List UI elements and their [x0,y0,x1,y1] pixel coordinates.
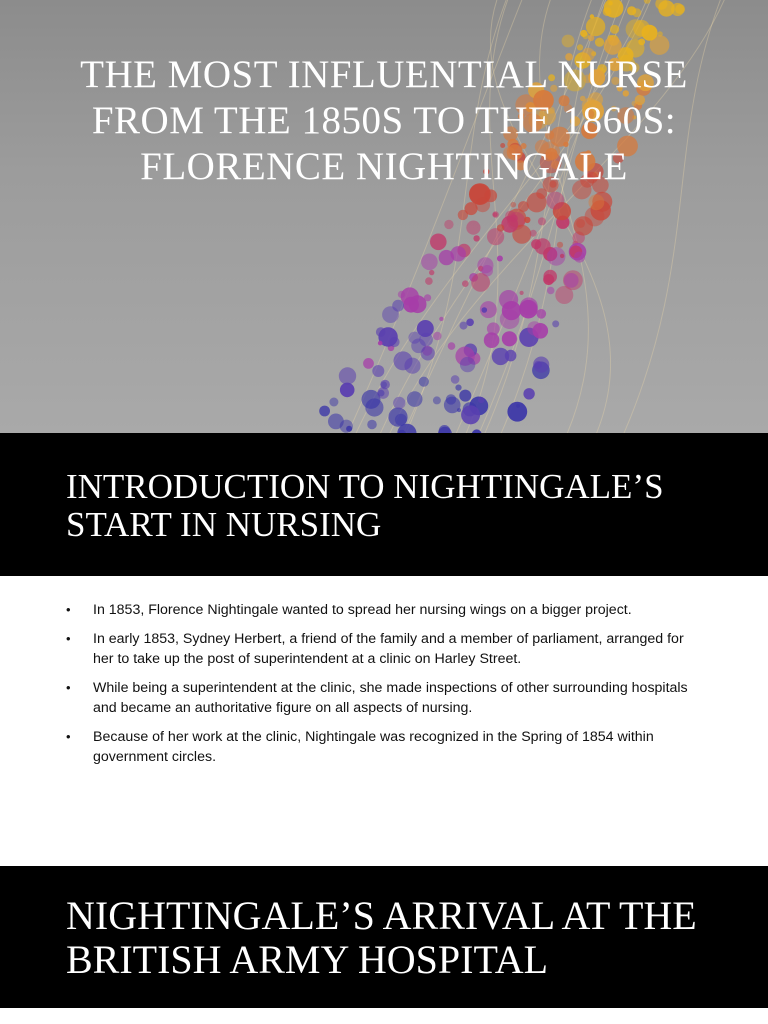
decorative-dot [633,20,650,37]
decorative-dot [372,365,384,377]
decorative-dot [610,25,619,34]
bullet-text: While being a superintendent at the clinic, she made inspections of other surrounding hospitals and became an authoritative figure on all aspects of nursing. [93,680,688,716]
decorative-dot [505,211,516,222]
bullet-item [66,600,706,620]
bullet-text: Because of her work at the clinic, Nightingale was recognized in the Spring of 1854 within government circles. [93,729,654,765]
decorative-dot [377,387,389,399]
decorative-dot [393,397,405,409]
decorative-dot [564,273,579,288]
decorative-dot [433,332,442,341]
decorative-dot [535,238,551,254]
decorative-dot [537,309,547,319]
decorative-dot [429,270,434,275]
decorative-dot [444,220,453,229]
decorative-dot [627,6,636,15]
bullet-item [66,727,706,767]
decorative-dot [461,405,480,424]
decorative-dot [518,201,529,212]
decorative-dot [376,327,386,337]
decorative-dot [340,383,355,398]
decorative-dot [675,4,685,14]
decorative-dot [507,402,527,422]
decorative-dot [401,287,419,305]
bullet-text: In 1853, Florence Nightingale wanted to spread her nursing wings on a bigger project. [93,602,632,618]
bullet-item [66,678,706,718]
decorative-dot [497,224,504,231]
bullet-dot: • [66,602,71,617]
decorative-dot [523,388,534,399]
decorative-dot [658,0,674,16]
intro-slide-header [0,433,768,576]
decorative-dot [502,331,517,346]
bullet-text: In early 1853, Sydney Herbert, a friend of the family and a member of parliament, arranged for her to take up the post of superintendent at a clinic on Harley Street. [93,631,684,667]
title-slide [0,0,768,433]
decorative-dot [457,408,461,412]
decorative-dot [460,322,468,330]
decorative-dot [439,425,451,433]
decorative-dot [482,307,488,313]
decorative-dot [455,385,461,391]
decorative-dot [524,217,530,223]
decorative-dot [546,192,564,210]
decorative-dot [451,375,460,384]
bullet-dot: • [66,729,71,744]
decorative-dot [478,397,484,403]
decorative-dot [378,341,383,346]
decorative-dot [407,391,423,407]
decorative-dot [538,217,546,225]
decorative-dot [339,367,356,384]
decorative-dot [451,246,466,261]
decorative-dot [497,256,503,262]
decorative-dot [505,350,517,362]
decorative-dot [340,420,353,433]
decorative-dot [475,197,490,212]
decorative-dot [421,253,438,270]
decorative-dot [576,219,585,228]
decorative-dot [419,377,429,387]
decorative-dot [608,1,613,6]
decorative-dot [448,342,456,350]
arrival-slide-header [0,866,768,1024]
bullet-item [66,629,706,669]
decorative-dot [520,297,538,315]
decorative-dot [392,300,404,312]
decorative-dot [595,38,604,47]
decorative-dot [460,357,475,372]
decorative-dot [580,30,587,37]
decorative-dot [530,230,537,237]
decorative-dot [433,396,441,404]
page-bottom-gap [0,1008,768,1024]
decorative-dot [425,277,433,285]
bullet-list [66,600,706,776]
bullet-dot: • [66,680,71,695]
decorative-dot [562,35,575,48]
decorative-dot [319,406,330,417]
intro-slide-body [0,576,768,866]
decorative-dot [404,358,420,374]
decorative-dot [574,252,585,263]
decorative-dot [492,211,499,218]
decorative-dot [543,270,557,284]
decorative-dot [534,361,542,369]
decorative-dot [466,221,480,235]
arrival-heading: NIGHTINGALE’S ARRIVAL AT THE BRITISH ARMY HOSPITAL [66,893,697,982]
slide-title: THE MOST INFLUENTIAL NURSE FROM THE 1850S TO THE 1860S: FLORENCE NIGHTINGALE [80,53,688,188]
decorative-dot [520,291,524,295]
decorative-dot [511,202,517,208]
decorative-dot [473,235,479,241]
decorative-dot [419,333,433,347]
decorative-dot [367,420,377,430]
decorative-dot [439,317,443,321]
decorative-dot [557,242,563,248]
decorative-dot [471,273,490,292]
decorative-dot [363,358,374,369]
bullet-dot: • [66,631,71,646]
decorative-dot [586,17,605,36]
decorative-dot [329,398,338,407]
decorative-dot [547,287,555,295]
decorative-dot [533,323,549,339]
decorative-dot [430,234,447,251]
decorative-dot [589,194,605,210]
decorative-dot [577,44,583,50]
decorative-dot [552,320,559,327]
decorative-dot [389,337,399,347]
decorative-dot [421,346,435,360]
decorative-dot [500,309,520,329]
intro-heading: INTRODUCTION TO NIGHTINGALE’S START IN NURSING [66,467,664,544]
decorative-dot [484,332,500,348]
decorative-dot [459,390,471,402]
decorative-dot [462,280,469,287]
